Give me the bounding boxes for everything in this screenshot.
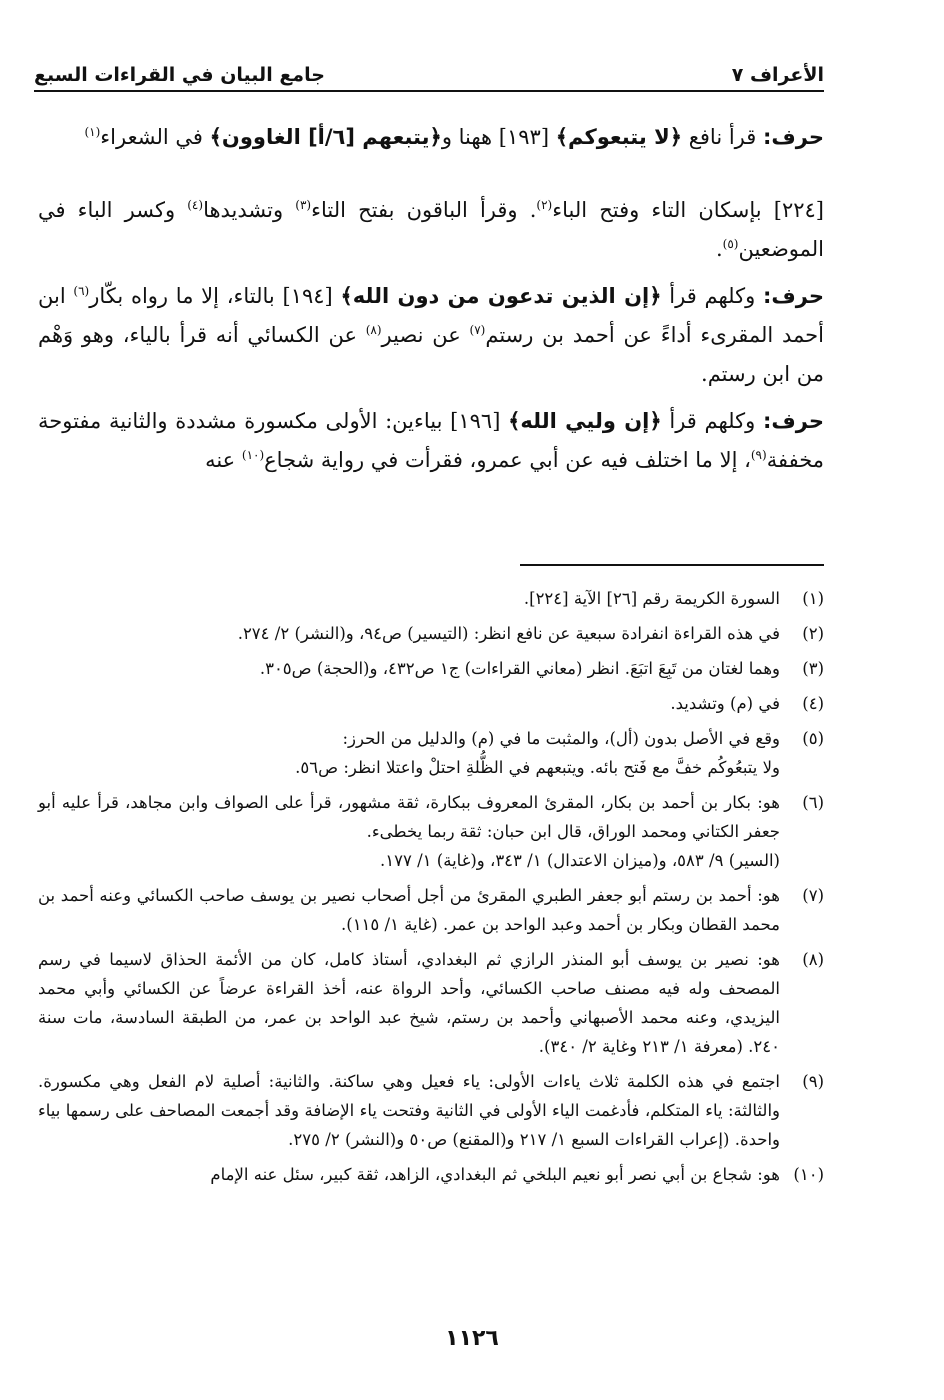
footnote-ref[interactable]: (٢) [536,198,553,212]
footnote-ref[interactable]: (٩) [750,448,767,462]
page-number: ١١٢٦ [445,1326,499,1351]
main-text [38,118,824,480]
text: [١٩٤] بالتاء، إلا ما رواه بكّار [89,284,333,308]
footnote-item [38,1160,824,1189]
footnote-ref[interactable]: (١٠) [241,448,265,462]
text: عن نصير [381,323,470,347]
book-title: جامع البيان في القراءات السبع [34,64,325,86]
footnote-ref[interactable]: (٦) [73,284,90,298]
footnote-number: (٩) [802,1072,824,1091]
harf-label: حرف: [762,409,824,433]
footnote-ref[interactable]: (٣) [295,198,312,212]
harf-label: حرف: [763,125,824,149]
footnote-text [38,724,780,782]
text: [١٩٦] بياءين: الأولى مكسورة مشددة والثانية مفتوحة مخففة [38,409,824,472]
footnote-item [38,584,824,613]
footnote-line: وقع في الأصل بدون (أل)، والمثبت ما في (م) والدليل من الحرز: [342,729,780,748]
text: وتشديدها [203,198,296,222]
footnote-number: (٨) [802,950,824,969]
footnote-ref[interactable]: (٨) [365,323,382,337]
footnote-text [38,584,780,613]
footnote-line: هو: بكار بن أحمد بن بكار، المقرئ المعروف ببكارة، ثقة مشهور، قرأ على الصواف وابن مجاهد، قرأ عليه أبو جعفر الكتاني ومحمد الوراق، قال ابن حبان: ثقة ربما يخطىء. [38,793,780,841]
quran-verse: ﴿إن الذين تدعون من دون الله﴾ [340,284,662,308]
footnote-text [38,1160,780,1189]
footnote-line: السورة الكريمة رقم [٢٦] الآية [٢٢٤]. [523,589,780,608]
footnote-line: هو: أحمد بن رستم أبو جعفر الطبري المقرئ من أجل أصحاب نصير بن يوسف صاحب الكسائي وعنه أحمد بن محمد القطان وبكار بن أحمد وعبد الواحد بن عمر. (غاية ١/ ١١٥). [38,886,780,934]
footnote-item [38,654,824,683]
text: وكلهم قرأ [669,284,756,308]
footnote-number: (٧) [802,886,824,905]
text: في الشعراء [100,125,203,149]
footnote-line: (السير) ٩/ ٥٨٣، و(ميزان الاعتدال) ١/ ٣٤٣، و(غاية) ١/ ١٧٧. [380,851,780,870]
quran-verse: ﴿إن وليي الله﴾ [508,409,662,433]
text: وكلهم قرأ [669,409,756,433]
footnote-text [38,945,780,1061]
quran-verse: ﴿يتبعهم [٦/أ] الغاوون﴾ [209,125,442,149]
text: قرأ نافع [688,125,757,149]
footnote-item [38,945,824,1061]
footnote-item [38,619,824,648]
text: عنه [205,448,242,472]
footnote-separator [520,564,824,566]
footnote-item [38,724,824,782]
footnote-number: (٥) [802,729,824,748]
text: وكسر الباء في الموضعين [38,198,824,261]
text: عن الكسائي أنه قرأ بالياء، وهو وَهْم من ابن رستم. [38,323,824,386]
footnote-number: (٦) [802,793,824,812]
footnote-ref[interactable]: (١) [84,125,101,139]
paragraph-2 [38,191,824,269]
text: ابن أحمد المقرىء أداءً عن أحمد بن رستم [38,284,824,347]
footnote-line: هو: شجاع بن أبي نصر أبو نعيم البلخي ثم البغدادي، الزاهد، ثقة كبير، سئل عنه الإمام [210,1165,780,1184]
footnote-item [38,881,824,939]
footnote-item [38,689,824,718]
footnote-text [38,1067,780,1154]
footnote-text [38,788,780,875]
quran-verse: ﴿لا يتبعوكم﴾ [555,125,683,149]
chapter-title: الأعراف ٧ [731,64,824,86]
footnote-number: (٣) [802,659,824,678]
footnote-number: (١) [802,589,824,608]
text: ، إلا ما اختلف فيه عن أبي عمرو، فقرأت في رواية شجاع [264,448,751,472]
footnote-number: (٢) [802,624,824,643]
footnote-text [38,654,780,683]
text: . [715,237,723,261]
running-header [34,56,824,92]
footnote-line: وهما لغتان من تَبِعَ اتبَعَ. انظر (معاني القراءات) ج١ ص٤٣٢، و(الحجة) ص٣٠٥. [259,659,780,678]
footnote-number: (١٠) [793,1165,824,1184]
footnote-line: في هذه القراءة انفرادة سبعية عن نافع انظر: (التيسير) ص٩٤، و(النشر) ٢/ ٢٧٤. [237,624,780,643]
footnote-text [38,619,780,648]
footnote-text [38,881,780,939]
paragraph-3 [38,277,824,394]
footnote-number: (٤) [802,694,824,713]
paragraph-4 [38,402,824,480]
footnote-text [38,689,780,718]
footnote-ref[interactable]: (٥) [722,237,739,251]
text: . وقرأ الباقون بفتح التاء [311,198,537,222]
footnote-ref[interactable]: (٤) [187,198,204,212]
footnote-line: اجتمع في هذه الكلمة ثلاث ياءات الأولى: ياء فعيل وهي ساكنة. والثانية: أصلية لام الفعل وهي مكسورة. والثالثة: ياء المتكلم، فأدغمت الياء الأولى في الثانية وفتحت ياء الإضافة وقد أجمعت المصاحف على رسمها بياء واحدة. (إعراب القراءات السبع ١/ ٢١٧ و(المقنع) ص٥٠ و(النشر) ٢/ ٢٧٥. [38,1072,780,1149]
harf-label: حرف: [762,284,824,308]
text: [١٩٣] ههنا و [441,125,550,149]
footnote-item [38,788,824,875]
footnotes-list [38,584,824,1195]
footnote-poem-line: ولا يتبعُوكُم خفَّ مع فَتح بائه. ويتبعهم في الظُّلةِ احتلْ واعتلا انظر: ص٥٦. [295,758,780,777]
text: [٢٢٤] بإسكان التاء وفتح الباء [552,198,824,222]
footnote-line: في (م) وتشديد. [670,694,780,713]
footnote-ref[interactable]: (٧) [469,323,486,337]
footnote-line: هو: نصير بن يوسف أبو المنذر الرازي ثم البغدادي، أستاذ كامل، كان من الأئمة الحذاق لاسيما في رسم المصحف وله فيه مصنف صاحب الكسائي، وأحد الرواة عنه، أخذ القراءة عرضاً عن الكسائي وأبي محمد اليزيدي، وعنه محمد الأصبهاني وأحمد بن رستم، شيخ عبد الواحد بن عمر، من الطبقة السادسة، مات سنة ٢٤٠. (معرفة ١/ ٢١٣ وغاية ٢/ ٣٤٠). [38,950,780,1056]
paragraph-1 [38,118,824,157]
footnote-item [38,1067,824,1154]
